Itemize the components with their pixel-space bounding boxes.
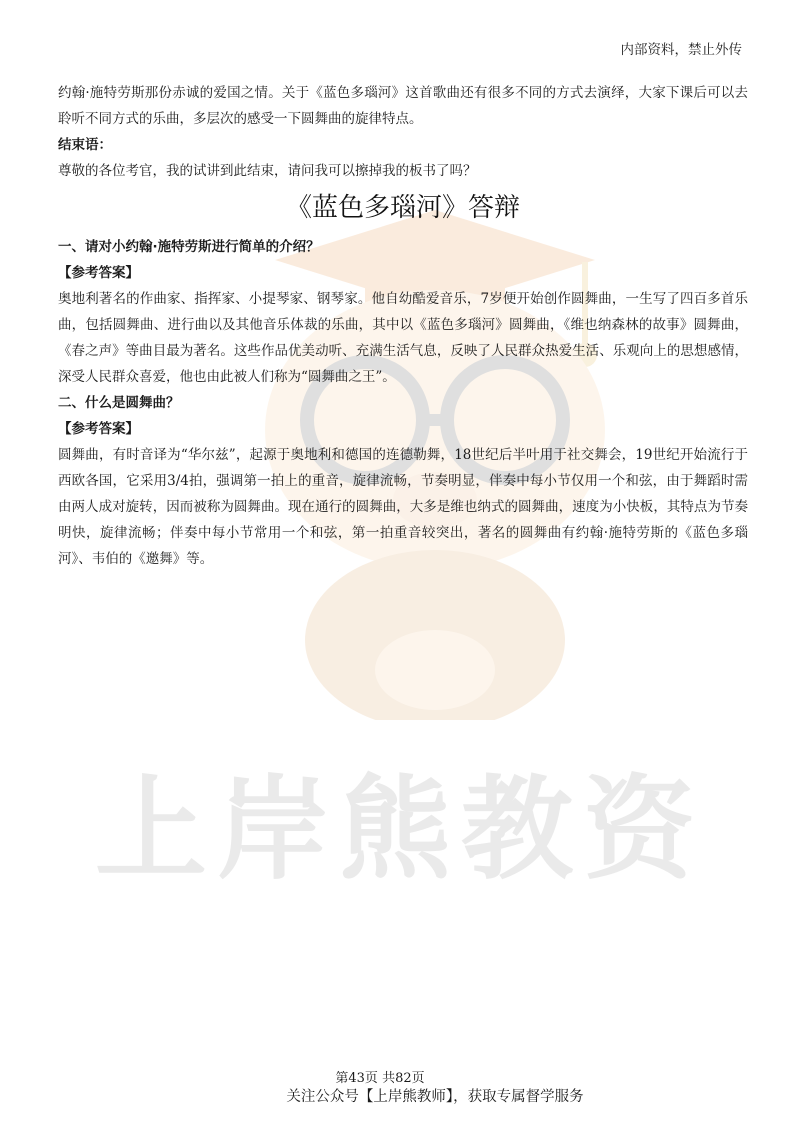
defense-title: 《蓝色多瑙河》答辩 [285, 193, 520, 223]
intro-closing-paragraph: 约翰·施特劳斯那份赤诚的爱国之情。关于《蓝色多瑙河》这首歌曲还有很多不同的方式去演绎，大家下课后可以去聆听不同方式的乐曲，多层次的感受一下圆舞曲的旋律特点。 [58, 85, 748, 127]
brand-watermark: 上岸熊教资 [95, 765, 705, 895]
page-footer [0, 1071, 800, 1107]
footer-call-to-action: 关注公众号【上岸熊教师】，获取专属督学服务 [286, 1089, 584, 1105]
question-2: 二、什么是圆舞曲？ [58, 395, 180, 411]
answer-2: 圆舞曲，有时音译为“华尔兹”，起源于奥地利和德国的连德勒舞，18世纪后半叶用于社交舞会，19世纪开始流行于西欧各国，它采用3/4拍，强调第一拍上的重音，旋律流畅，节奏明显，伴奏中每小节仅用一个和弦，由于舞蹈时需由两人成对旋转，因而被称为圆舞曲。现在通行的圆舞曲，大多是维也纳式的圆舞曲，速度为小快板，其特点为节奏明快，旋律流畅；伴奏中每小节常用一个和弦，第一拍重音较突出，著名的圆舞曲有约翰·施特劳斯的《蓝色多瑙河》、韦伯的《邀舞》等。 [58, 447, 748, 567]
answer-label-1: 【参考答案】 [58, 265, 139, 281]
confidential-note: 内部资料，禁止外传 [620, 42, 742, 58]
question-1: 一、请对小约翰·施特劳斯进行简单的介绍？ [58, 239, 320, 255]
answer-label-2: 【参考答案】 [58, 421, 139, 437]
ending-heading: 结束语： [58, 137, 112, 153]
document-body [58, 80, 748, 572]
answer-1: 奥地利著名的作曲家、指挥家、小提琴家、钢琴家。他自幼酷爱音乐，7岁便开始创作圆舞曲，一生写了四百多首乐曲，包括圆舞曲、进行曲以及其他音乐体裁的乐曲，其中以《蓝色多瑙河》圆舞曲，《维也纳森林的故事》圆舞曲，《春之声》等曲目最为著名。这些作品优美动听、充满生活气息，反映了人民群众热爱生活、乐观向上的思想感情，深受人民群众喜爱，他也由此被人们称为“圆舞曲之王”。 [58, 291, 748, 385]
ending-text: 尊敬的各位考官，我的试讲到此结束，请问我可以擦掉我的板书了吗？ [58, 163, 477, 179]
page-number: 第43页 共82页 [335, 1071, 425, 1086]
